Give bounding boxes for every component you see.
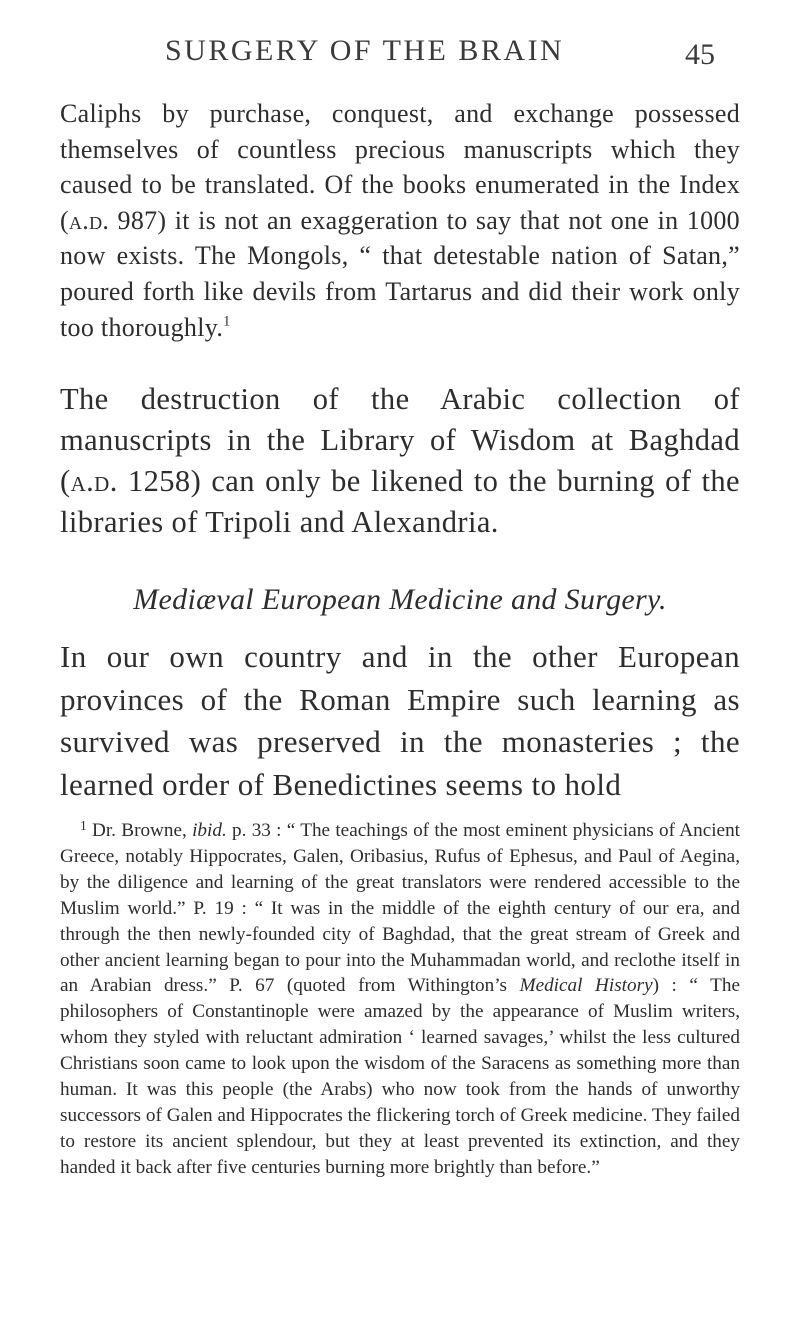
era-abbreviation: a.d. bbox=[70, 464, 118, 498]
paragraph-destruction bbox=[60, 379, 740, 543]
section-heading: Mediæval European Medicine and Surgery. bbox=[133, 583, 667, 616]
paragraph-destruction-text: The destruction of the Arabic collection of manuscripts in the Library of Wisdom at Baghdad ( bbox=[60, 382, 740, 498]
era-abbreviation: a.d. bbox=[68, 205, 110, 235]
footnote-book-title: Medical History bbox=[519, 975, 653, 997]
footnote-text-3: ) : “ The philosophers of Constantinople were amazed by the appearance of Muslim writers, whom they styled with reluctant admiration ‘ learned savages,’ whilst the less cultured Christians soon came to look upon the wisdom of the Saracens as something more than human. It was this people (the Arabs) who now took from the hands of unworthy successors of Galen and Hippocrates the flickering torch of Greek medicine. They failed to restore its ancient splendour, but they at least prevented its extinction, and they handed it back after five centuries burning more brightly than before.” bbox=[60, 975, 740, 1178]
footnote-marker: 1 bbox=[80, 817, 87, 833]
footnote-text-1: Dr. Browne, bbox=[86, 820, 193, 841]
paragraph-caliphs-text: Caliphs by purchase, conquest, and exchange possessed themselves of countless precious manuscripts which they caused to be translated. Of the books enumerated in the Index ( bbox=[60, 99, 740, 235]
footnote-reference: 1 bbox=[223, 312, 231, 329]
paragraph-caliphs bbox=[60, 96, 740, 345]
footnote bbox=[60, 818, 740, 1181]
running-title: SURGERY OF THE BRAIN bbox=[165, 34, 565, 67]
paragraph-caliphs-text-2: 987) it is not an exaggeration to say that not one in 1000 now exists. The Mongols, “ that detestable nation of Satan,” poured forth like devils from Tartarus and did their work only too thoroughly. bbox=[60, 205, 740, 342]
page-number: 45 bbox=[685, 38, 715, 71]
running-head bbox=[0, 34, 800, 78]
paragraph-european-provinces: In our own country and in the other European provinces of the Roman Empire such learning as survived was preserved in the monasteries ; the learned order of Benedictines seems to hold bbox=[60, 639, 740, 802]
paragraph-destruction-text-2: 1258) can only be likened to the burning of the libraries of Tripoli and Alexandria. bbox=[60, 464, 740, 539]
footnote-text-2: p. 33 : “ The teachings of the most eminent physicians of Ancient Greece, notably Hippocrates, Galen, Oribasius, Rufus of Ephesus, and Paul of Aegina, by the diligence and learning of the great translators were rendered accessible to the Muslim world.” P. 19 : “ It was in the middle of the eighth century of our era, and through the then newly-founded city of Baghdad, that the great stream of Greek and other ancient learning began to pour into the Muhammadan world, and reclothe itself in an Arabian dress.” P. 67 (quoted from Withington’s bbox=[60, 820, 740, 997]
footnote-ibid: ibid. bbox=[192, 820, 227, 841]
footnote-block bbox=[60, 818, 740, 1181]
